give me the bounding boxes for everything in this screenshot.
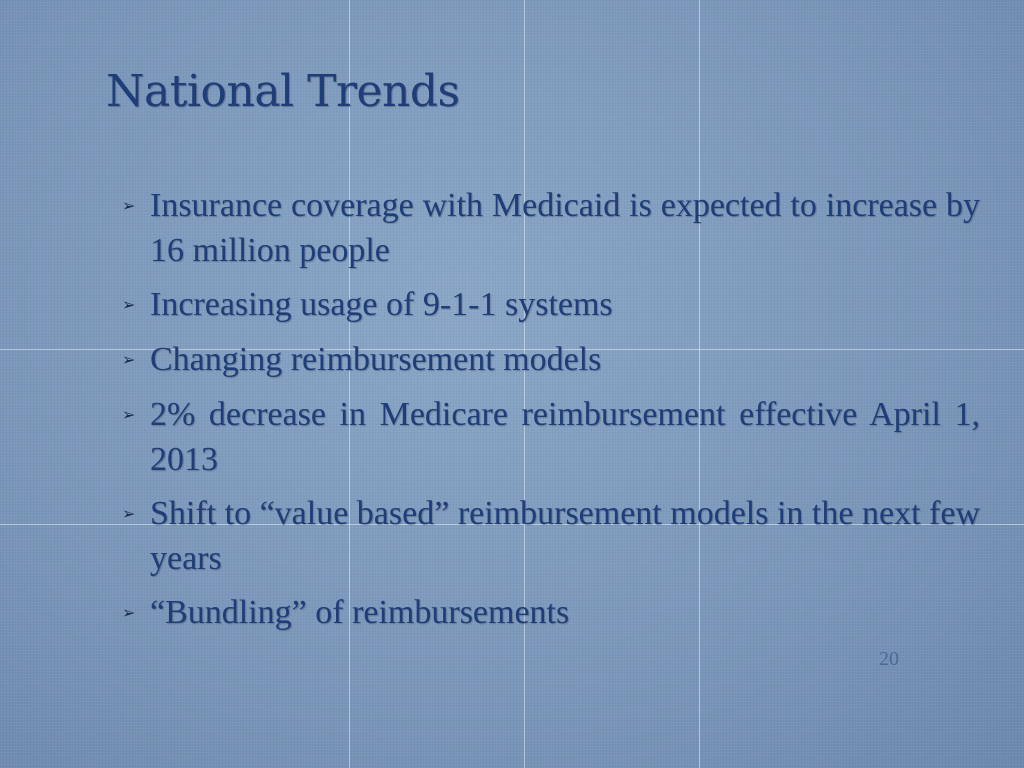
bullet-text: Insurance coverage with Medicaid is expected to increase by 16 million people xyxy=(150,187,980,269)
arrowhead-right-icon: ➢ xyxy=(122,603,136,622)
bullet-text: 2% decrease in Medicare reimbursement effective April 1, 2013 xyxy=(150,396,980,478)
bullet-item xyxy=(122,282,980,328)
page-number: 20 xyxy=(879,648,899,670)
bullet-list xyxy=(122,183,980,645)
bullet-item xyxy=(122,590,980,636)
bullet-text: “Bundling” of reimbursements xyxy=(150,594,570,631)
arrowhead-right-icon: ➢ xyxy=(122,350,136,369)
bullet-text: Increasing usage of 9-1-1 systems xyxy=(150,286,613,323)
arrowhead-right-icon: ➢ xyxy=(122,405,136,424)
slide-title: National Trends xyxy=(106,66,460,117)
bullet-item xyxy=(122,392,980,482)
bullet-text: Shift to “value based” reimbursement models in the next few years xyxy=(150,495,980,577)
arrowhead-right-icon: ➢ xyxy=(122,504,136,523)
bullet-text: Changing reimbursement models xyxy=(150,341,602,378)
bullet-item xyxy=(122,183,980,273)
bullet-item xyxy=(122,491,980,581)
arrowhead-right-icon: ➢ xyxy=(122,196,136,215)
bullet-item xyxy=(122,337,980,383)
arrowhead-right-icon: ➢ xyxy=(122,295,136,314)
